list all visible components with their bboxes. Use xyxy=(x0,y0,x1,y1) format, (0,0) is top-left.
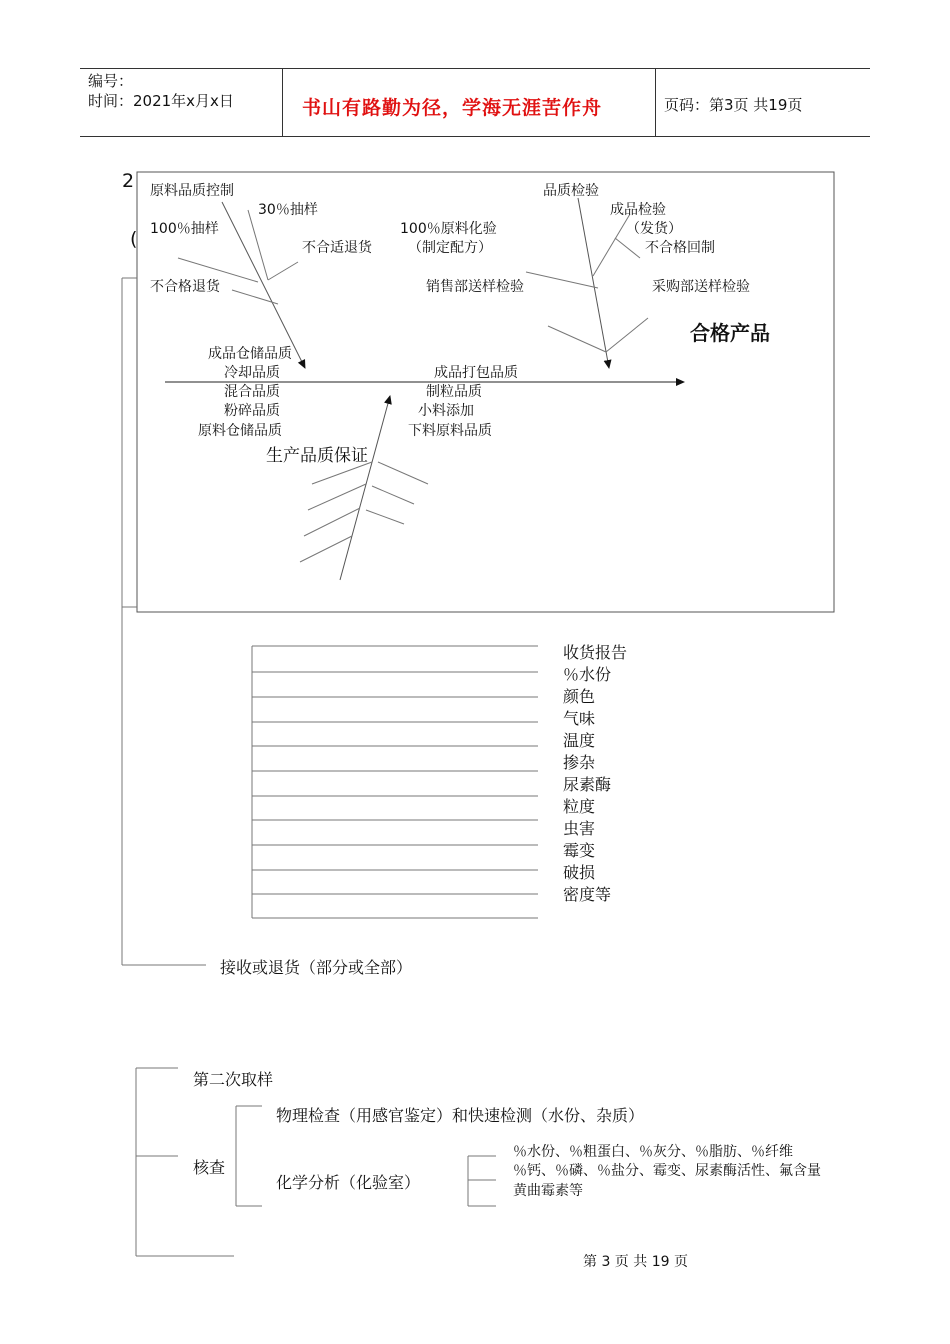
shipping-label: （发货） xyxy=(626,221,682,237)
second-sampling-label: 第二次取样 xyxy=(193,1070,274,1089)
receiving-item-8: 虫害 xyxy=(563,819,596,838)
physical-check-label: 物理检查（用感官鉴定）和快速检测（水份、杂质） xyxy=(276,1106,645,1125)
formula-label: （制定配方） xyxy=(408,240,492,256)
left-item-1: 冷却品质 xyxy=(224,365,280,381)
purchase-sample-label: 采购部送样检验 xyxy=(652,279,750,295)
quality-check-label: 品质检验 xyxy=(543,183,599,199)
sales-sample-label: 销售部送样检验 xyxy=(426,279,524,295)
chem-item-1: ％钙、％磷、％盐分、霉变、尿素酶活性、氟含量 xyxy=(513,1163,821,1179)
accept-reject-label: 接收或退货（部分或全部） xyxy=(220,958,413,977)
chem-analysis-label: 化学分析（化验室） xyxy=(276,1173,421,1192)
header-motto: 书山有路勤为径，学海无涯苦作舟 xyxy=(302,97,603,119)
receiving-item-5: 掺杂 xyxy=(563,753,596,772)
production-quality-label: 生产品质保证 xyxy=(266,446,368,466)
receiving-item-2: 颜色 xyxy=(563,687,596,706)
receiving-item-7: 粒度 xyxy=(563,797,596,816)
qualified-product-label: 合格产品 xyxy=(690,321,770,345)
raw-chem-label: 100％原料化验 xyxy=(400,221,497,237)
chem-item-0: ％水份、％粗蛋白、％灰分、％脂肪、％纤维 xyxy=(513,1144,793,1160)
left-item-3: 粉碎品质 xyxy=(224,403,280,419)
sample-100-label: 100％抽样 xyxy=(150,221,219,237)
sample-30-label: 30％抽样 xyxy=(258,202,318,218)
receiving-item-4: 温度 xyxy=(563,731,596,750)
verify-label: 核查 xyxy=(193,1158,226,1177)
page-footer: 第 3 页 共 19 页 xyxy=(583,1254,688,1270)
raw-material-control-label: 原料品质控制 xyxy=(150,183,234,199)
document-date-label: 时间：2021年x月x日 xyxy=(88,92,234,110)
receiving-item-0: 收货报告 xyxy=(563,643,628,662)
right-item-1: 制粒品质 xyxy=(426,384,482,400)
receiving-item-6: 尿素酶 xyxy=(563,775,612,794)
receiving-item-9: 霉变 xyxy=(563,841,596,860)
left-item-0: 成品仓储品质 xyxy=(208,346,292,362)
left-item-4: 原料仓储品质 xyxy=(198,423,282,439)
right-item-2: 小料添加 xyxy=(418,403,474,419)
receiving-item-11: 密度等 xyxy=(563,885,612,904)
chem-item-2: 黄曲霉素等 xyxy=(513,1183,583,1199)
reject-return-label: 不合格退货 xyxy=(150,279,220,295)
left-item-2: 混合品质 xyxy=(224,384,280,400)
receiving-item-10: 破损 xyxy=(563,863,596,882)
receiving-item-3: 气味 xyxy=(563,709,596,728)
reject-remake-label: 不合格回制 xyxy=(645,240,715,256)
right-item-0: 成品打包品质 xyxy=(434,365,518,381)
document-number-label: 编号： xyxy=(88,72,134,90)
unsuitable-return-label: 不合适退货 xyxy=(302,240,372,256)
paren-fragment: ( xyxy=(130,228,138,250)
product-check-label: 成品检验 xyxy=(610,202,666,218)
section-number-fragment: 2 xyxy=(122,170,135,192)
receiving-item-1: ％水份 xyxy=(563,665,612,684)
page-indicator: 页码：第3页 共19页 xyxy=(664,96,803,114)
right-item-3: 下料原料品质 xyxy=(408,423,492,439)
